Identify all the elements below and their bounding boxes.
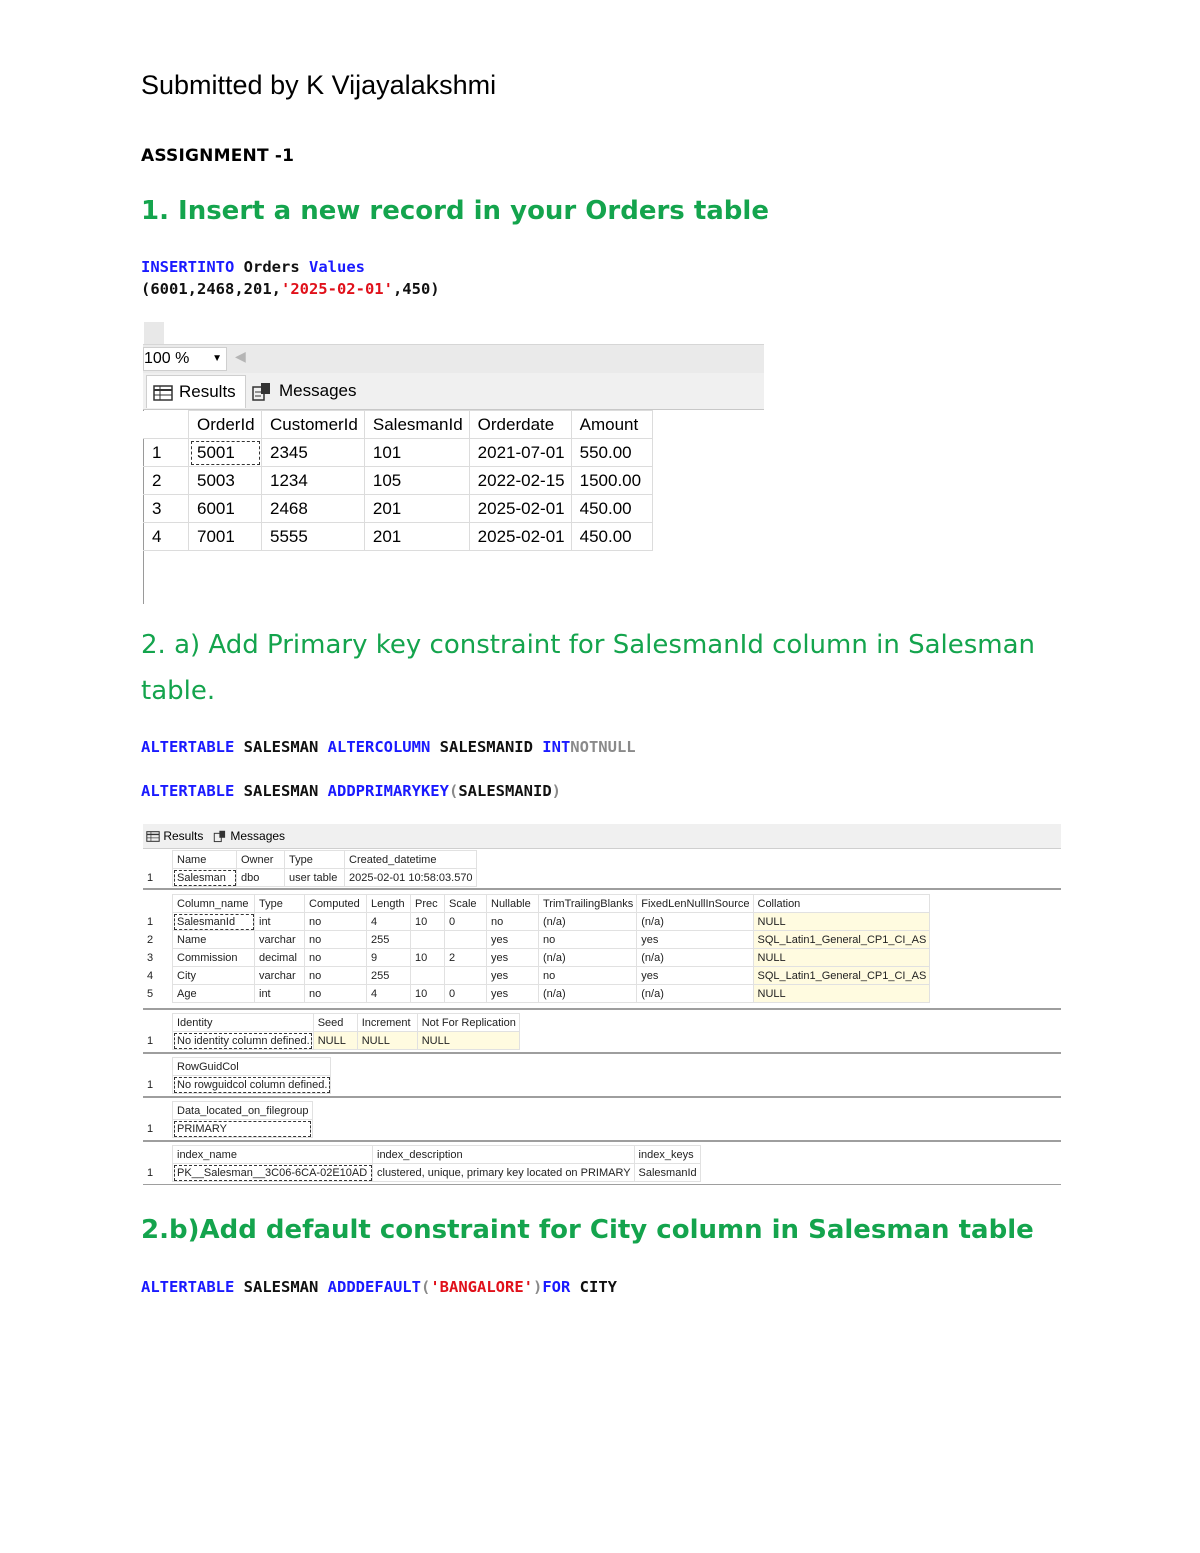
grid-cell[interactable]: yes xyxy=(637,931,753,949)
grid-cell[interactable]: decimal xyxy=(255,949,305,967)
grid-cell[interactable]: dbo xyxy=(237,869,285,887)
grid-cell[interactable]: 105 xyxy=(364,467,469,495)
table-row[interactable] xyxy=(143,985,930,1003)
row-number[interactable]: 4 xyxy=(143,523,189,551)
table-row[interactable] xyxy=(143,913,930,931)
q1-heading: 1. Insert a new record in your Orders table xyxy=(141,196,769,226)
grid-cell[interactable]: 4 xyxy=(367,985,411,1003)
code-string: 'BANGALORE' xyxy=(430,1278,533,1296)
filegroup-grid xyxy=(143,1101,313,1138)
assignment-title: ASSIGNMENT -1 xyxy=(141,146,295,166)
q2a-heading-line1: 2. a) Add Primary key constraint for SalesmanId column in Salesman xyxy=(141,630,1036,660)
grid-cell[interactable]: SQL_Latin1_General_CP1_CI_AS xyxy=(753,967,930,985)
grid-header-row xyxy=(143,1146,700,1164)
grid-cell[interactable] xyxy=(411,931,445,949)
grid-cell[interactable]: 10 xyxy=(411,913,445,931)
row-number[interactable]: 1 xyxy=(143,439,189,467)
table-row[interactable] xyxy=(143,439,652,467)
grid-cell[interactable]: NULL xyxy=(753,949,930,967)
grid-cell[interactable]: (n/a) xyxy=(539,913,637,931)
panel-corner xyxy=(144,322,164,344)
results-tabs xyxy=(143,824,1061,849)
grid-cell[interactable]: 4 xyxy=(367,913,411,931)
row-number[interactable]: 3 xyxy=(147,951,154,964)
col-header[interactable]: Amount xyxy=(571,411,652,439)
grid-cell[interactable]: Name xyxy=(173,931,255,949)
q1-code-line2 xyxy=(141,280,440,298)
code-string: '2025-02-01' xyxy=(280,280,393,298)
code-text: ,450) xyxy=(392,280,440,298)
table-row[interactable] xyxy=(143,1164,700,1182)
code-keyword: ALTERCOLUMN xyxy=(327,738,431,756)
table-row[interactable] xyxy=(143,467,652,495)
row-number-header xyxy=(143,1058,173,1076)
col-header[interactable]: Owner xyxy=(237,851,285,869)
grid-header-row xyxy=(143,411,652,439)
tab-results[interactable] xyxy=(146,375,246,408)
grid-cell[interactable]: yes xyxy=(487,985,539,1003)
col-header[interactable]: SalesmanId xyxy=(364,411,469,439)
code-keyword: Values xyxy=(309,258,366,276)
grid-cell[interactable]: 450.00 xyxy=(571,523,652,551)
grid-cell[interactable]: Age xyxy=(173,985,255,1003)
tab-messages-label: Messages xyxy=(230,829,286,843)
grid-cell[interactable]: NULL xyxy=(753,913,930,931)
grid-cell[interactable]: 201 xyxy=(364,523,469,551)
grid-header-row xyxy=(143,851,477,869)
col-header[interactable]: Increment xyxy=(357,1014,417,1032)
code-keyword: INSERTINTO xyxy=(141,258,235,276)
code-keyword: ADDPRIMARYKEY xyxy=(327,782,449,800)
grid-cell[interactable]: 2345 xyxy=(262,439,365,467)
grid-cell[interactable]: 2 xyxy=(445,949,487,967)
grid-cell[interactable]: (n/a) xyxy=(637,985,753,1003)
code-object: Orders xyxy=(243,258,300,276)
grid-cell[interactable]: 2468 xyxy=(262,495,365,523)
grid-icon xyxy=(153,385,173,401)
grid-cell[interactable]: clustered, unique, primary key located on PRIMARY xyxy=(373,1164,635,1182)
table-row[interactable] xyxy=(143,931,930,949)
row-number-header xyxy=(143,1014,173,1032)
row-number[interactable]: 1 xyxy=(147,915,154,928)
table-row[interactable] xyxy=(143,495,652,523)
grid-cell[interactable]: 1234 xyxy=(262,467,365,495)
grid-cell[interactable]: 0 xyxy=(445,985,487,1003)
divider-bar xyxy=(143,1096,1061,1098)
col-header[interactable]: Name xyxy=(173,851,237,869)
grid-cell[interactable]: 2022-02-15 xyxy=(469,467,571,495)
row-number-header xyxy=(143,895,173,913)
grid-cell[interactable]: no xyxy=(305,913,367,931)
row-number[interactable]: 1 xyxy=(147,1166,154,1179)
table-row[interactable] xyxy=(143,1032,519,1050)
grid-cell[interactable]: NULL xyxy=(753,985,930,1003)
row-number[interactable]: 3 xyxy=(143,495,189,523)
grid-cell[interactable]: 5003 xyxy=(189,467,262,495)
tab-results-label: Results xyxy=(163,829,204,843)
divider-bar xyxy=(143,1184,1061,1185)
row-number[interactable]: 5 xyxy=(147,987,154,1000)
index-grid xyxy=(143,1145,701,1182)
grid-cell[interactable]: 2021-07-01 xyxy=(469,439,571,467)
col-header[interactable]: CustomerId xyxy=(262,411,365,439)
submitted-by: Submitted by K Vijayalakshmi xyxy=(141,70,497,100)
grid-cell[interactable]: NULL xyxy=(357,1032,417,1050)
table-row[interactable] xyxy=(143,949,930,967)
divider-bar xyxy=(143,1052,1061,1054)
tab-messages[interactable] xyxy=(251,375,361,407)
grid-cell[interactable]: 6001 xyxy=(189,495,262,523)
grid-cell[interactable]: int xyxy=(255,913,305,931)
grid-cell[interactable]: SQL_Latin1_General_CP1_CI_AS xyxy=(753,931,930,949)
col-header[interactable]: Identity xyxy=(173,1014,314,1032)
tab-results[interactable] xyxy=(146,827,203,845)
col-header[interactable]: FixedLenNullInSource xyxy=(637,895,753,913)
row-number[interactable]: 4 xyxy=(147,969,154,982)
grid-cell[interactable]: City xyxy=(173,967,255,985)
results-tabs xyxy=(143,373,764,410)
code-text: CITY xyxy=(570,1278,617,1296)
code-keyword: ALTERTABLE xyxy=(141,1278,235,1296)
code-keyword: ALTERTABLE xyxy=(141,782,235,800)
grid-cell[interactable]: SalesmanId xyxy=(634,1164,700,1182)
grid-cell[interactable]: 2025-02-01 xyxy=(469,523,571,551)
col-header[interactable]: Length xyxy=(367,895,411,913)
col-header[interactable]: OrderId xyxy=(189,411,262,439)
col-header[interactable]: index_keys xyxy=(634,1146,700,1164)
col-header[interactable]: Collation xyxy=(753,895,930,913)
grid-cell[interactable]: 450.00 xyxy=(571,495,652,523)
col-header[interactable]: Scale xyxy=(445,895,487,913)
zoom-select[interactable] xyxy=(143,347,227,371)
table-row[interactable] xyxy=(143,523,652,551)
grid-cell[interactable]: 550.00 xyxy=(571,439,652,467)
col-header[interactable]: Orderdate xyxy=(469,411,571,439)
table-row[interactable] xyxy=(143,1076,331,1094)
table-row[interactable] xyxy=(143,967,930,985)
grid-cell[interactable]: 2025-02-01 xyxy=(469,495,571,523)
grid-cell[interactable]: PRIMARY xyxy=(173,1120,313,1138)
code-keyword: FOR xyxy=(542,1278,571,1296)
q2a-code-line2 xyxy=(141,782,561,800)
grid-cell[interactable]: yes xyxy=(487,931,539,949)
grid-icon xyxy=(146,831,160,842)
results-grid-orders xyxy=(143,410,653,551)
code-text: ) xyxy=(551,782,561,800)
code-text: (6001,2468,201, xyxy=(141,280,281,298)
grid-cell[interactable]: 101 xyxy=(364,439,469,467)
q2b-heading: 2.b)Add default constraint for City column in Salesman table xyxy=(141,1215,1034,1245)
results-panel-orders xyxy=(143,322,764,604)
row-number[interactable]: 1 xyxy=(147,871,154,884)
grid-cell[interactable]: no xyxy=(487,913,539,931)
grid-cell[interactable]: no xyxy=(539,967,637,985)
divider-bar xyxy=(143,888,1061,890)
q1-code-line1 xyxy=(141,258,365,276)
grid-cell[interactable] xyxy=(445,931,487,949)
row-number[interactable]: 2 xyxy=(143,467,189,495)
code-text: SALESMAN xyxy=(234,738,328,756)
tab-results-label: Results xyxy=(179,382,236,401)
grid-cell[interactable]: no xyxy=(305,949,367,967)
grid-cell[interactable]: NULL xyxy=(417,1032,519,1050)
row-number[interactable]: 2 xyxy=(147,933,154,946)
col-header[interactable]: Created_datetime xyxy=(345,851,477,869)
grid-cell[interactable]: No rowguidcol column defined. xyxy=(173,1076,331,1094)
grid-cell[interactable]: 1500.00 xyxy=(571,467,652,495)
grid-cell[interactable]: (n/a) xyxy=(637,949,753,967)
code-null: NOTNULL xyxy=(570,738,636,756)
col-header[interactable]: Type xyxy=(255,895,305,913)
grid-cell[interactable]: 10 xyxy=(411,949,445,967)
grid-cell[interactable]: (n/a) xyxy=(637,913,753,931)
row-number-header xyxy=(143,851,173,869)
col-header[interactable]: TrimTrailingBlanks xyxy=(539,895,637,913)
grid-cell[interactable]: 5555 xyxy=(262,523,365,551)
grid-cell[interactable]: 5001 xyxy=(189,439,262,467)
code-text: ( xyxy=(420,1278,431,1296)
col-header[interactable]: Column_name xyxy=(173,895,255,913)
grid-cell[interactable]: varchar xyxy=(255,967,305,985)
q2a-heading-line2: table. xyxy=(141,676,216,706)
zoom-value: 100 % xyxy=(144,350,190,367)
code-text: SALESMAN xyxy=(234,1278,328,1296)
grid-cell[interactable]: 255 xyxy=(367,931,411,949)
grid-cell[interactable]: No identity column defined. xyxy=(173,1032,314,1050)
row-number-header xyxy=(143,411,189,439)
grid-cell[interactable]: PK__Salesman__3C06-6CA-02E10AD xyxy=(173,1164,373,1182)
chevron-down-icon: ▼ xyxy=(212,353,222,364)
grid-cell[interactable] xyxy=(445,967,487,985)
grid-cell[interactable]: int xyxy=(255,985,305,1003)
grid-cell[interactable]: 9 xyxy=(367,949,411,967)
divider-bar xyxy=(143,1140,1061,1142)
grid-cell[interactable]: NULL xyxy=(313,1032,357,1050)
col-header[interactable]: Nullable xyxy=(487,895,539,913)
grid-cell[interactable]: 7001 xyxy=(189,523,262,551)
tab-messages-label: Messages xyxy=(279,381,357,400)
grid-cell[interactable]: no xyxy=(305,985,367,1003)
code-text: SALESMAN xyxy=(234,782,328,800)
messages-icon xyxy=(213,830,227,843)
results-panel-sp-help xyxy=(143,824,1061,1186)
grid-cell[interactable]: (n/a) xyxy=(539,949,637,967)
q2b-code xyxy=(141,1278,617,1296)
grid-cell[interactable]: 0 xyxy=(445,913,487,931)
zoom-bar xyxy=(143,344,764,373)
table-row[interactable] xyxy=(143,869,477,887)
grid-header-row xyxy=(143,1102,312,1120)
code-text: SALESMANID xyxy=(430,738,543,756)
grid-cell[interactable]: yes xyxy=(637,967,753,985)
grid-header-row xyxy=(143,1058,331,1076)
q2a-code-line1 xyxy=(141,738,636,756)
messages-icon xyxy=(251,382,273,402)
grid-cell[interactable]: (n/a) xyxy=(539,985,637,1003)
grid-cell[interactable]: 255 xyxy=(367,967,411,985)
grid-cell[interactable]: Commission xyxy=(173,949,255,967)
row-number[interactable]: 1 xyxy=(147,1078,154,1091)
col-header[interactable]: Data_located_on_filegroup xyxy=(173,1102,313,1120)
scroll-left-icon[interactable]: ◀ xyxy=(235,348,246,364)
col-header[interactable]: index_description xyxy=(373,1146,635,1164)
code-text: SALESMANID xyxy=(458,782,552,800)
grid-cell[interactable]: 10 xyxy=(411,985,445,1003)
code-keyword: ALTERTABLE xyxy=(141,738,235,756)
col-header[interactable]: Not For Replication xyxy=(417,1014,519,1032)
grid-cell[interactable]: yes xyxy=(487,967,539,985)
tab-messages[interactable] xyxy=(213,827,285,845)
grid-cell[interactable]: Salesman xyxy=(173,869,237,887)
grid-header-row xyxy=(143,895,930,913)
column-info-grid xyxy=(143,894,930,1003)
row-number-header xyxy=(143,1146,173,1164)
grid-cell[interactable]: SalesmanId xyxy=(173,913,255,931)
col-header[interactable]: RowGuidCol xyxy=(173,1058,331,1076)
row-number[interactable]: 1 xyxy=(147,1034,154,1047)
code-text: ( xyxy=(448,782,459,800)
col-header[interactable]: Prec xyxy=(411,895,445,913)
col-header[interactable]: Seed xyxy=(313,1014,357,1032)
divider-bar xyxy=(143,1008,1061,1010)
code-keyword: INT xyxy=(542,738,571,756)
code-keyword: ADDDEFAULT xyxy=(327,1278,421,1296)
grid-cell[interactable]: no xyxy=(305,967,367,985)
grid-cell[interactable]: yes xyxy=(487,949,539,967)
grid-cell[interactable]: no xyxy=(539,931,637,949)
grid-cell[interactable]: 201 xyxy=(364,495,469,523)
identity-grid xyxy=(143,1013,520,1050)
rowguid-grid xyxy=(143,1057,331,1094)
grid-header-row xyxy=(143,1014,519,1032)
grid-cell[interactable] xyxy=(411,967,445,985)
col-header[interactable]: Computed xyxy=(305,895,367,913)
col-header[interactable]: index_name xyxy=(173,1146,373,1164)
grid-cell[interactable]: varchar xyxy=(255,931,305,949)
table-row[interactable] xyxy=(143,1120,312,1138)
grid-cell[interactable]: user table xyxy=(285,869,345,887)
col-header[interactable]: Type xyxy=(285,851,345,869)
grid-cell[interactable]: 2025-02-01 10:58:03.570 xyxy=(345,869,477,887)
row-number[interactable]: 1 xyxy=(147,1122,154,1135)
table-info-grid xyxy=(143,850,477,887)
row-number-header xyxy=(143,1102,173,1120)
code-text: ) xyxy=(532,1278,543,1296)
grid-cell[interactable]: no xyxy=(305,931,367,949)
